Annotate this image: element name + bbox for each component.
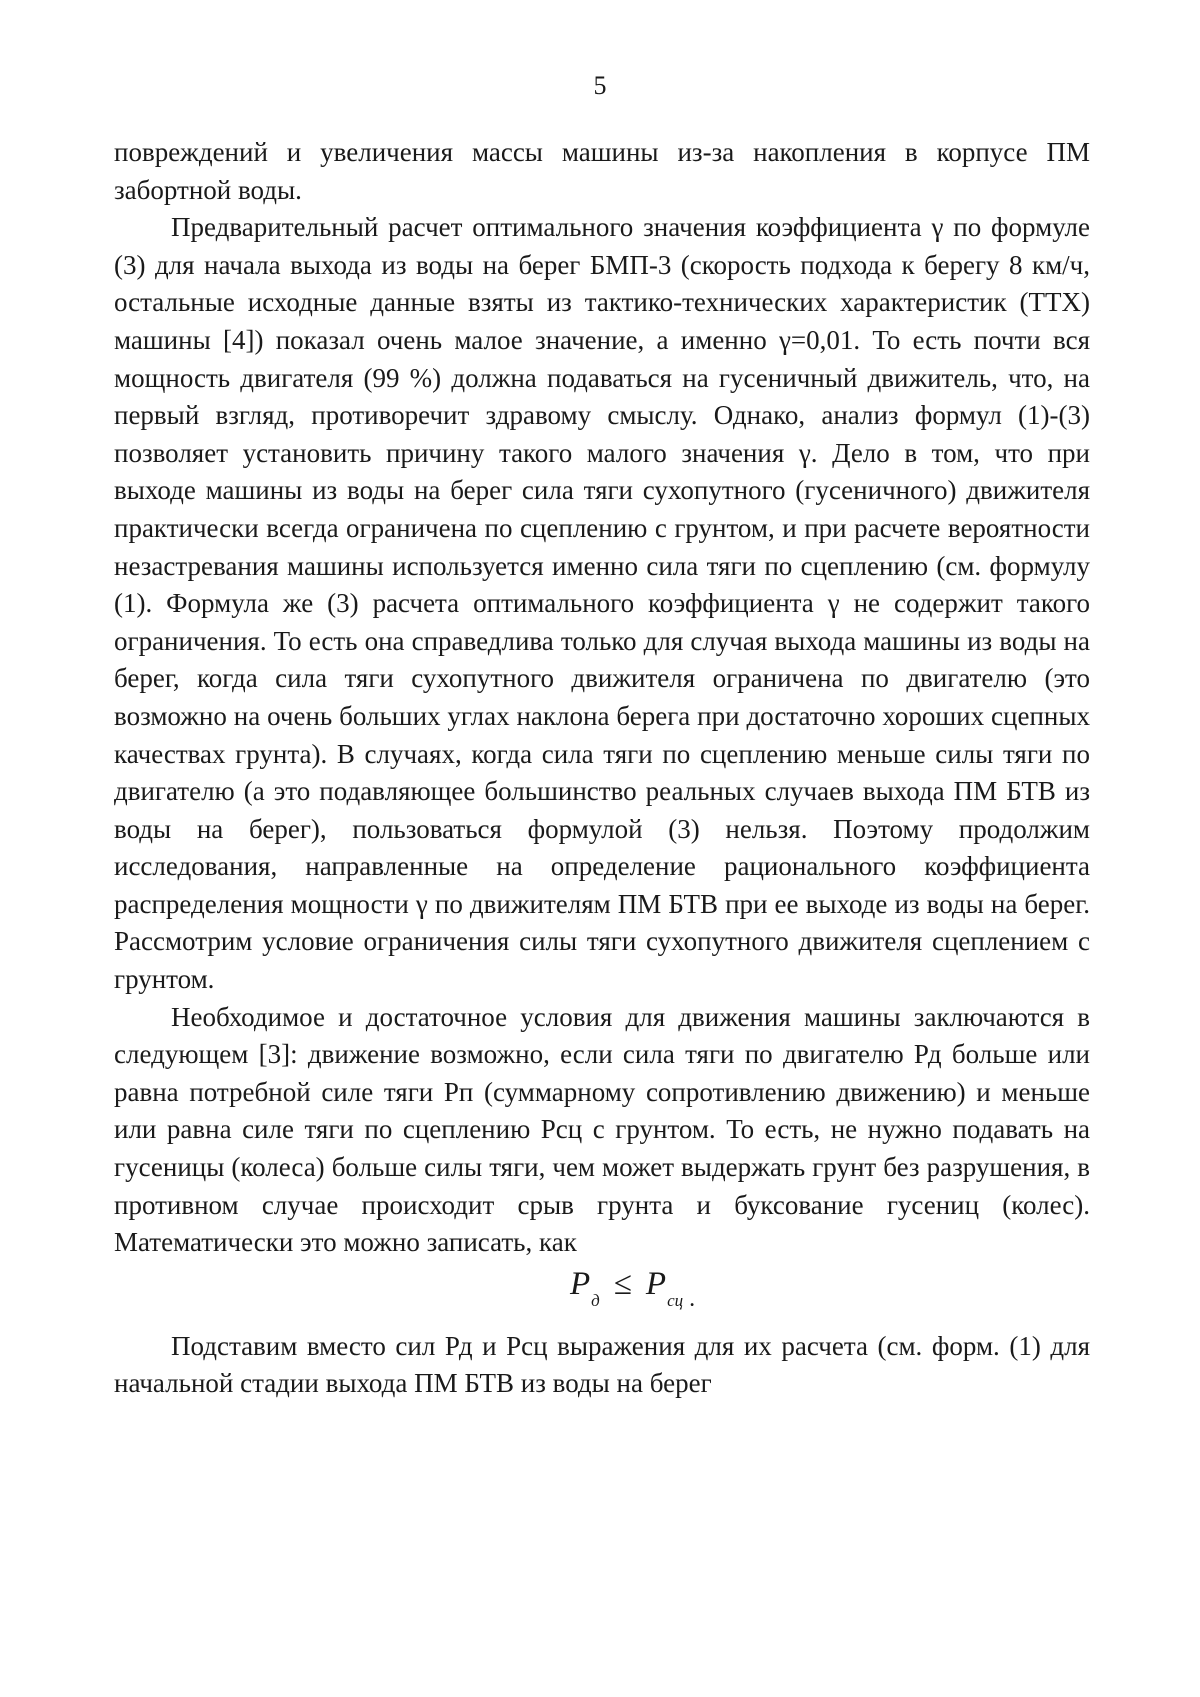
- formula-terminator: .: [689, 1285, 696, 1312]
- document-body: [114, 134, 1090, 1403]
- formula-relation: ≤: [613, 1265, 632, 1302]
- paragraph-preliminary-calculation: Предварительный расчет оптимального значения коэффициента γ по формуле (3) для начала выхода из воды на берег БМП-3 (скорость подхода к берегу 8 км/ч, остальные исходные данные взяты из тактико-технических характеристик (ТТХ) машины [4]) показал очень малое значение, а именно γ=0,01. То есть почти вся мощность двигателя (99 %) должна подаваться на гусеничный движитель, что, на первый взгляд, противоречит здравому смыслу. Однако, анализ формул (1)-(3) позволяет установить причину такого малого значения γ. Дело в том, что при выходе машины из воды на берег сила тяги сухопутного (гусеничного) движителя практически всегда ограничена по сцеплению с грунтом, и при расчете вероятности незастревания машины используется именно сила тяги по сцеплению (см. формулу (1). Формула же (3) расчета оптимального коэффициента γ не содержит такого ограничения. То есть она справедлива только для случая выхода машины из воды на берег, когда сила тяги сухопутного движителя ограничена по двигателю (это возможно на очень больших углах наклона берега при достаточно хороших сцепных качествах грунта). В случаях, когда сила тяги по сцеплению меньше силы тяги по двигателю (а это подавляющее большинство реальных случаев выхода ПМ БТВ из воды на берег), пользоваться формулой (3) нельзя. Поэтому продолжим исследования, направленные на определение рационального коэффициента распределения мощности γ по движителям ПМ БТВ при ее выходе из воды на берег. Рассмотрим условие ограничения силы тяги сухопутного движителя сцеплением с грунтом.: [114, 212, 1090, 995]
- formula-lhs-symbol: P: [570, 1265, 591, 1302]
- paragraph-continuation: повреждений и увеличения массы машины из-за накопления в корпусе ПМ забортной воды.: [114, 137, 1090, 205]
- formula-rhs-subscript: сц: [667, 1290, 684, 1310]
- paragraph-motion-conditions: Необходимое и достаточное условия для движения машины заключаются в следующем [3]: движение возможно, если сила тяги по двигателю Рд больше или равна потребной силе тяги Рп (суммарному сопротивлению движению) и меньше или равна силе тяги по сцеплению Рсц с грунтом. То есть, не нужно подавать на гусеницы (колеса) больше силы тяги, чем может выдержать грунт без разрушения, в противном случае происходит срыв грунта и буксование гусениц (колес). Математически это можно записать, как: [114, 1001, 1090, 1258]
- paragraph-substitution: Подставим вместо сил Рд и Рсц выражения для их расчета (см. форм. (1) для начальной стадии выхода ПМ БТВ из воды на берег: [114, 1330, 1090, 1399]
- formula-traction-inequality: [114, 1262, 1090, 1328]
- page-number: 5: [593, 71, 607, 100]
- formula-lhs-subscript: д: [591, 1290, 600, 1310]
- formula-rhs-symbol: P: [645, 1265, 667, 1302]
